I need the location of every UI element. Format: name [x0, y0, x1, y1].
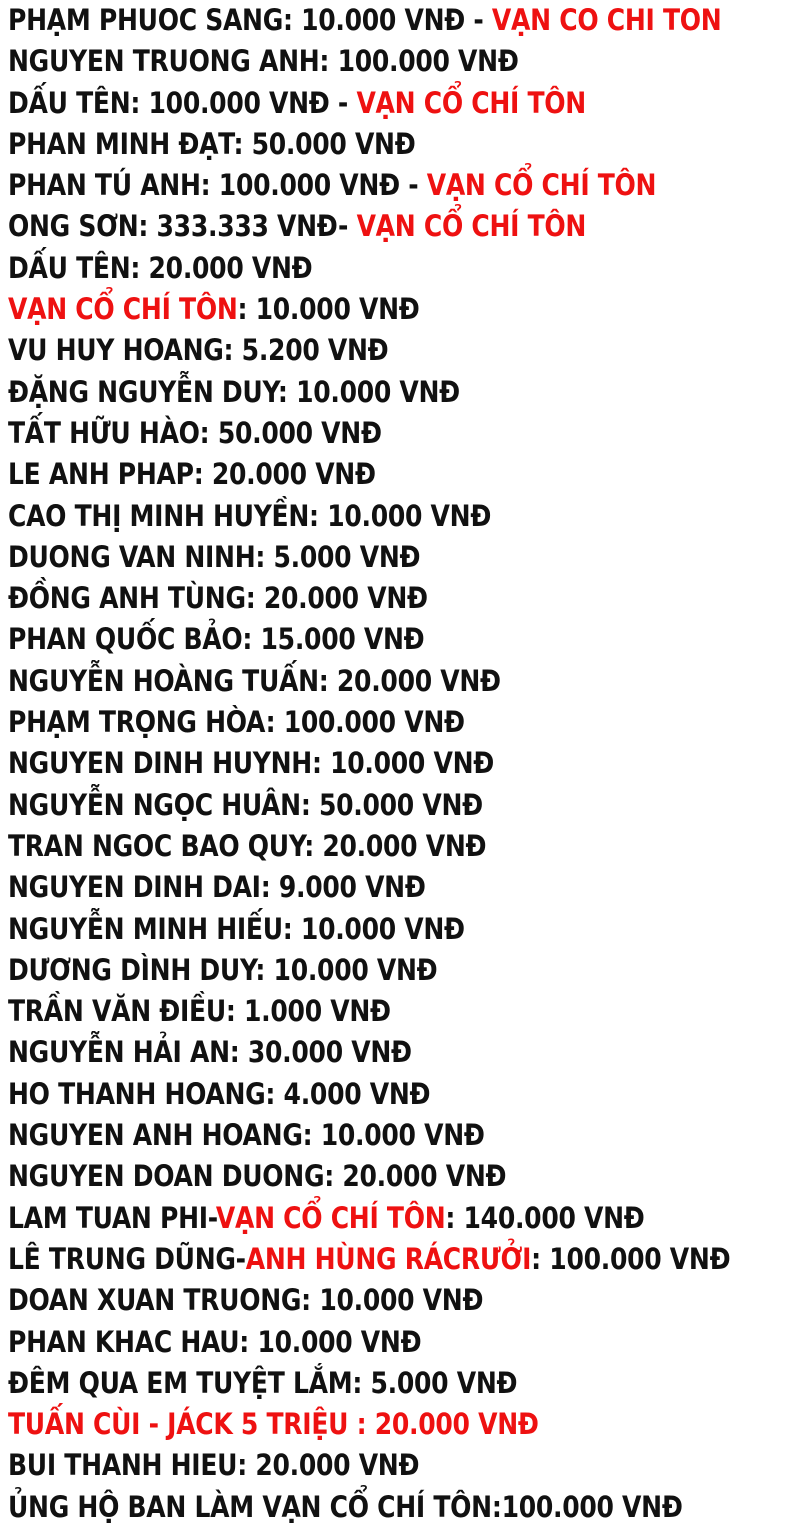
donor-text: TẤT HỮU HÀO: 50.000 VNĐ — [8, 415, 382, 450]
donor-text: LAM TUAN PHI- — [8, 1200, 216, 1235]
donation-line — [8, 1487, 768, 1528]
donation-line — [8, 1032, 768, 1073]
donation-line — [8, 0, 768, 41]
donation-line — [8, 909, 768, 950]
donor-text: ĐÊM QUA EM TUYỆT LẮM: 5.000 VNĐ — [8, 1365, 518, 1400]
donation-line — [8, 1156, 768, 1197]
donation-line — [8, 83, 768, 124]
donor-text: NGUYEN DINH DAI: 9.000 VNĐ — [8, 870, 426, 905]
highlight-text: VẠN CỔ CHÍ TÔN — [356, 209, 587, 244]
donor-text: NGUYEN TRUONG ANH: 100.000 VNĐ — [8, 44, 519, 79]
donor-text: NGUYỄN HẢI AN: 30.000 VNĐ — [8, 1035, 412, 1070]
donor-text: VU HUY HOANG: 5.200 VNĐ — [8, 333, 389, 368]
donor-text: HO THANH HOANG: 4.000 VNĐ — [8, 1076, 431, 1111]
donor-text: DẤU TÊN: 100.000 VNĐ - — [8, 85, 357, 120]
donation-line — [8, 1404, 768, 1445]
donor-text: PHẠM TRỌNG HÒA: 100.000 VNĐ — [8, 705, 465, 740]
donation-line — [8, 826, 768, 867]
donation-line — [8, 248, 768, 289]
donation-line — [8, 785, 768, 826]
donation-line — [8, 1115, 768, 1156]
donation-line — [8, 496, 768, 537]
donor-text: DUONG VAN NINH: 5.000 VNĐ — [8, 539, 421, 574]
highlight-text: VẠN CỔ CHÍ TÔN — [356, 85, 586, 120]
donation-line — [8, 124, 768, 165]
donor-text: PHAN QUỐC BẢO: 15.000 VNĐ — [8, 622, 425, 657]
donor-text: DOAN XUAN TRUONG: 10.000 VNĐ — [8, 1283, 484, 1318]
donation-line — [8, 165, 768, 206]
donor-text: : 140.000 VNĐ — [445, 1200, 645, 1235]
donation-line — [8, 1280, 768, 1321]
donation-line — [8, 578, 768, 619]
donation-line — [8, 1239, 768, 1280]
donor-text: DẤU TÊN: 20.000 VNĐ — [8, 250, 313, 285]
donor-text: PHAN MINH ĐẠT: 50.000 VNĐ — [8, 126, 416, 161]
donation-line — [8, 867, 768, 908]
donation-line — [8, 289, 768, 330]
donation-line — [8, 1074, 768, 1115]
donation-line — [8, 413, 768, 454]
donor-text: NGUYEN ANH HOANG: 10.000 VNĐ — [8, 1118, 485, 1153]
donor-text: TRAN NGOC BAO QUY: 20.000 VNĐ — [8, 828, 487, 863]
donation-line — [8, 1198, 768, 1239]
donation-line — [8, 743, 768, 784]
donor-text: NGUYEN DOAN DUONG: 20.000 VNĐ — [8, 1159, 507, 1194]
donor-text: ONG SƠN: 333.333 VNĐ- — [8, 209, 357, 244]
highlight-text: VẠN CỔ CHÍ TÔN — [426, 168, 657, 203]
highlight-text: VẠN CO CHI TON — [491, 3, 722, 37]
donor-text: LÊ TRUNG DŨNG- — [8, 1241, 246, 1276]
donation-line — [8, 372, 768, 413]
donor-text: TRẦN VĂN ĐIỀU: 1.000 VNĐ — [8, 994, 391, 1029]
donor-text: DƯƠNG DÌNH DUY: 10.000 VNĐ — [8, 952, 438, 987]
donation-line — [8, 41, 768, 82]
donation-line — [8, 330, 768, 371]
highlight-text: TUẤN CÙI - JÁCK 5 TRIỆU : 20.000 VNĐ — [8, 1407, 539, 1442]
donor-text: ĐẶNG NGUYỄN DUY: 10.000 VNĐ — [8, 374, 460, 409]
donor-text: NGUYỄN HOÀNG TUẤN: 20.000 VNĐ — [8, 663, 501, 698]
donor-text: ĐỒNG ANH TÙNG: 20.000 VNĐ — [8, 581, 428, 616]
donation-line — [8, 537, 768, 578]
donor-text: NGUYỄN NGỌC HUÂN: 50.000 VNĐ — [8, 787, 483, 822]
donation-line — [8, 661, 768, 702]
donor-text: NGUYEN DINH HUYNH: 10.000 VNĐ — [8, 746, 494, 781]
donor-text: BUI THANH HIEU: 20.000 VNĐ — [8, 1448, 420, 1483]
donor-text: : 10.000 VNĐ — [237, 292, 420, 327]
donation-line — [8, 950, 768, 991]
donation-line — [8, 1445, 768, 1486]
donation-line — [8, 1363, 768, 1404]
donor-text: LE ANH PHAP: 20.000 VNĐ — [8, 457, 376, 492]
donor-text: NGUYỄN MINH HIẾU: 10.000 VNĐ — [8, 911, 465, 946]
donor-text: PHẠM PHUOC SANG: 10.000 VNĐ - — [8, 3, 492, 37]
donation-line — [8, 454, 768, 495]
highlight-text: ANH HÙNG RÁCRƯỞI — [245, 1241, 532, 1276]
donor-text: PHAN TÚ ANH: 100.000 VNĐ - — [8, 168, 427, 203]
donation-line — [8, 619, 768, 660]
highlight-text: VẠN CỔ CHÍ TÔN — [215, 1200, 446, 1235]
highlight-text: VẠN CỔ CHÍ TÔN — [8, 292, 238, 327]
donor-text: : 100.000 VNĐ — [531, 1241, 731, 1276]
donor-text: CAO THỊ MINH HUYỀN: 10.000 VNĐ — [8, 498, 492, 533]
donation-line — [8, 1322, 768, 1363]
donor-text: PHAN KHAC HAU: 10.000 VNĐ — [8, 1324, 422, 1359]
donation-line — [8, 702, 768, 743]
donation-line — [8, 206, 768, 247]
donation-line — [8, 991, 768, 1032]
donor-text: ỦNG HỘ BAN LÀM VẠN CỔ CHÍ TÔN:100.000 VNĐ — [8, 1489, 683, 1524]
